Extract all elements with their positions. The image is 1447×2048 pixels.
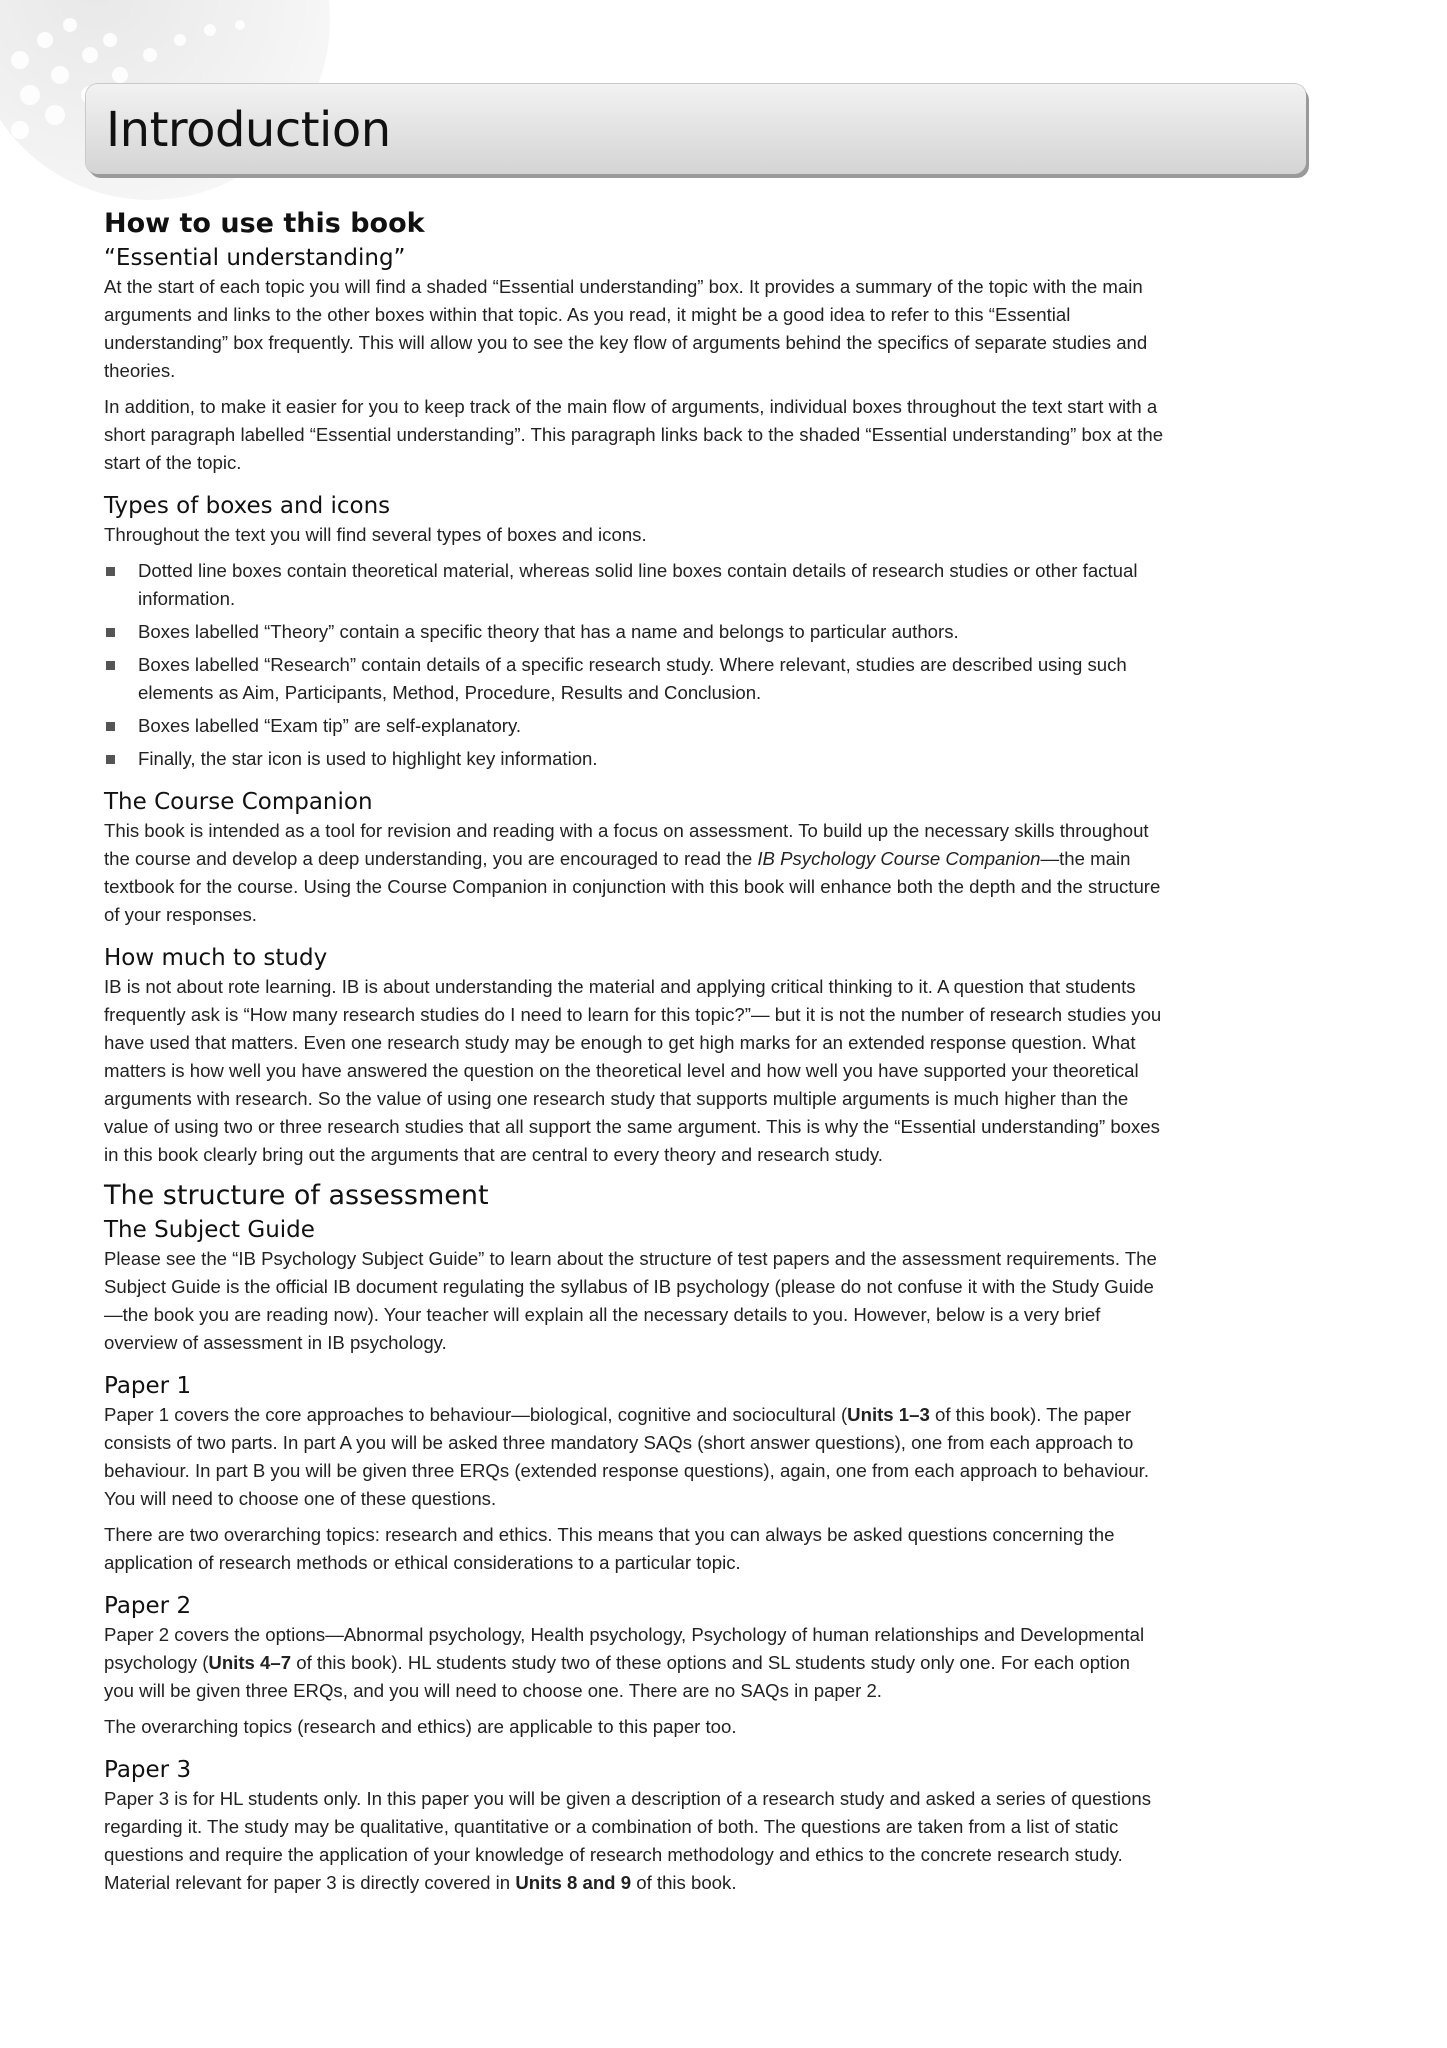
subheading-paper-3: Paper 3	[104, 1757, 192, 1783]
square-bullet-icon	[106, 661, 115, 670]
subheading-course-companion: The Course Companion	[104, 789, 373, 815]
subheading-paper-1: Paper 1	[104, 1373, 192, 1399]
square-bullet-icon	[106, 567, 115, 576]
paragraph: Paper 3 is for HL students only. In this paper you will be given a description of a research study and asked a series of questions regarding it. The study may be qualitative, quantitative or a combination of both. The questions are taken from a list of static questions and require the application of your knowledge of research methodology and ethics to the concrete research study. Material relevant for paper 3 is directly covered in Units 8 and 9 of this book.	[104, 1788, 1151, 1893]
list-item: Boxes labelled “Research” contain details of a specific research study. Where relevant, studies are described using such elements as Aim, Participants, Method, Procedure, Results and Conclusion.	[104, 651, 1164, 707]
section-heading-assessment: The structure of assessment	[104, 1180, 489, 1211]
section-heading-how-to-use: How to use this book	[104, 208, 425, 239]
subheading-how-much-to-study: How much to study	[104, 945, 328, 971]
paragraph: In addition, to make it easier for you to keep track of the main flow of arguments, individual boxes throughout the text start with a short paragraph labelled “Essential understanding”. This paragraph links back to the shaded “Essential understanding” box at the start of the topic.	[104, 396, 1164, 473]
square-bullet-icon	[106, 628, 115, 637]
chapter-title-banner	[86, 84, 1306, 174]
page-title: Introduction	[106, 102, 391, 158]
paragraph: Paper 2 covers the options—Abnormal psychology, Health psychology, Psychology of human relationships and Developmental psychology (Units 4–7 of this book). HL students study two of these options and SL students study only one. For each option you will be given three ERQs, and you will need to choose one. There are no SAQs in paper 2.	[104, 1624, 1145, 1701]
list-item: Finally, the star icon is used to highlight key information.	[104, 745, 1164, 773]
subheading-subject-guide: The Subject Guide	[104, 1217, 315, 1243]
list-item: Boxes labelled “Exam tip” are self-explanatory.	[104, 712, 1164, 740]
paragraph: Please see the “IB Psychology Subject Guide” to learn about the structure of test papers and the assessment requirements. The Subject Guide is the official IB document regulating the syllabus of IB psychology (please do not confuse it with the Study Guide—the book you are reading now). Your teacher will explain all the necessary details to you. However, below is a very brief overview of assessment in IB psychology.	[104, 1248, 1157, 1353]
square-bullet-icon	[106, 755, 115, 764]
subheading-types-of-boxes: Types of boxes and icons	[104, 493, 391, 519]
subheading-paper-2: Paper 2	[104, 1593, 192, 1619]
list-item: Dotted line boxes contain theoretical material, whereas solid line boxes contain details of research studies or other factual information.	[104, 557, 1164, 613]
subheading-essential-understanding: “Essential understanding”	[104, 245, 406, 271]
page-content	[104, 205, 1164, 1905]
paragraph: This book is intended as a tool for revision and reading with a focus on assessment. To build up the necessary skills throughout the course and develop a deep understanding, you are encouraged to read the IB Psychology Course Companion—the main textbook for the course. Using the Course Companion in conjunction with this book will enhance both the depth and the structure of your responses.	[104, 820, 1161, 925]
paragraph: At the start of each topic you will find a shaded “Essential understanding” box. It provides a summary of the topic with the main arguments and links to the other boxes within that topic. As you read, it might be a good idea to refer to this “Essential understanding” box frequently. This will allow you to see the key flow of arguments behind the specifics of separate studies and theories.	[104, 276, 1148, 381]
paragraph: Paper 1 covers the core approaches to behaviour—biological, cognitive and sociocultural (Units 1–3 of this book). The paper consists of two parts. In part A you will be asked three mandatory SAQs (short answer questions), one from each approach to behaviour. In part B you will be given three ERQs (extended response questions), again, one from each approach to behaviour. You will need to choose one of these questions.	[104, 1404, 1149, 1509]
paragraph: The overarching topics (research and ethics) are applicable to this paper too.	[104, 1716, 737, 1737]
list-item: Boxes labelled “Theory” contain a specific theory that has a name and belongs to particular authors.	[104, 618, 1164, 646]
paragraph: Throughout the text you will find several types of boxes and icons.	[104, 524, 647, 545]
paragraph: IB is not about rote learning. IB is about understanding the material and applying critical thinking to it. A question that students frequently ask is “How many research studies do I need to learn for this topic?”— but it is not the number of research studies you have used that matters. Even one research study may be enough to get high marks for an extended response question. What matters is how well you have answered the question on the theoretical level and how well you have supported your theoretical arguments with research. So the value of using one research study that supports multiple arguments is much higher than the value of using two or three research studies that all support the same argument. This is why the “Essential understanding” boxes in this book clearly bring out the arguments that are central to every theory and research study.	[104, 976, 1162, 1165]
bullet-list	[104, 557, 1164, 773]
square-bullet-icon	[106, 722, 115, 731]
paragraph: There are two overarching topics: research and ethics. This means that you can always be asked questions concerning the application of research methods or ethical considerations to a particular topic.	[104, 1524, 1115, 1573]
